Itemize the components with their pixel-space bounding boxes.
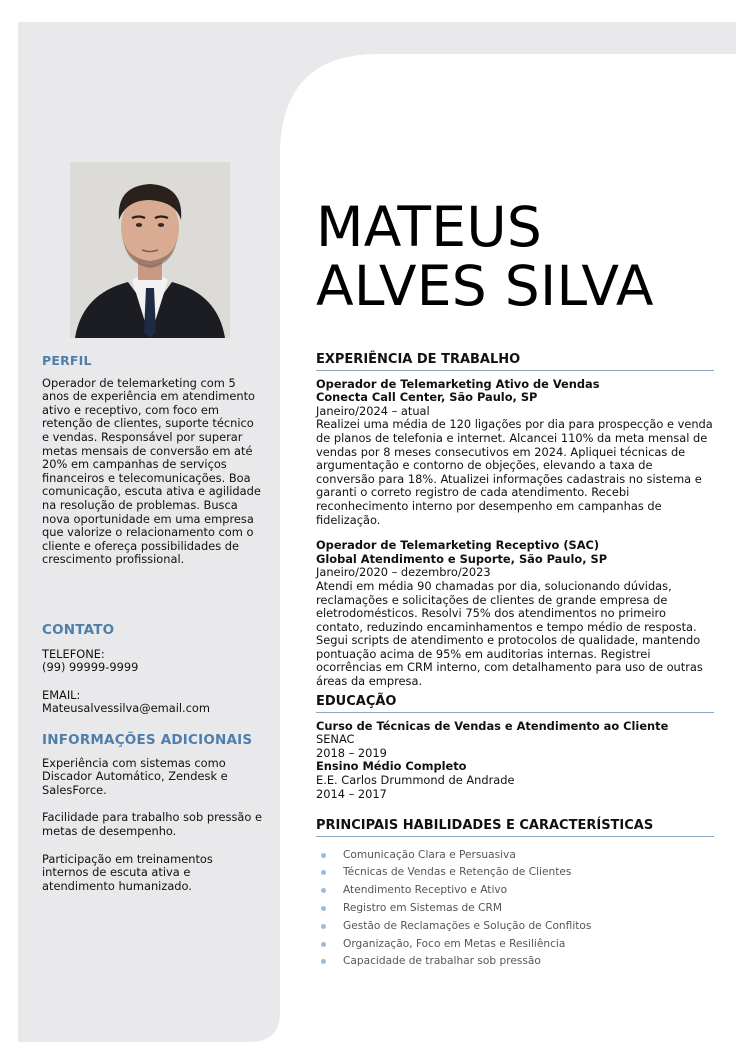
additional-info-item: Participação em treinamentos internos de escuta ativa e atendimento humanizado. bbox=[42, 851, 213, 893]
bullet-icon bbox=[321, 924, 326, 929]
education-course: Curso de Técnicas de Vendas e Atendimento ao Cliente bbox=[316, 718, 669, 733]
candidate-name bbox=[316, 195, 654, 318]
bullet-icon bbox=[321, 959, 326, 964]
education-section bbox=[316, 695, 714, 801]
skill-item bbox=[316, 900, 714, 918]
profile-section bbox=[42, 354, 262, 567]
skills-section bbox=[316, 819, 714, 971]
job-title: Operador de Telemarketing Receptivo (SAC) bbox=[316, 538, 600, 553]
phone-value: (99) 99999-9999 bbox=[42, 660, 139, 675]
bullet-icon bbox=[321, 853, 326, 858]
job-company: Global Atendimento e Suporte, São Paulo, SP bbox=[316, 551, 608, 566]
job-description: Realizei uma média de 120 ligações por dia para prospecção e venda de planos de telefonia e internet. Alcancei 110% da meta mensal de vendas por 8 meses consecutivos em 2024. Apliquei técnicas de argumentação e contorno de objeções, elevando a taxa de conversão para 18%. Atualizei informações cadastrais no sistema e garanti o correto registro de cada atendimento. Recebi reconhecimento interno por desempenho em campanhas de fidelização. bbox=[316, 417, 713, 527]
skill-item bbox=[316, 864, 714, 882]
job-entry bbox=[316, 378, 714, 528]
additional-info-item: Facilidade para trabalho sob pressão e metas de desempenho. bbox=[42, 810, 262, 838]
first-name: MATEUS bbox=[316, 195, 543, 259]
skill-label: Organização, Foco em Metas e Resiliência bbox=[343, 937, 566, 950]
job-entry bbox=[316, 539, 714, 689]
profile-text: Operador de telemarketing com 5 anos de experiência em atendimento ativo e receptivo, com foco em retenção de clientes, suporte técnico e vendas. Responsável por superar metas mensais de conversão em até 20% em campanhas de serviços financeiros e telecomunicações. Boa comunicação, escuta ativa e agilidade na resolução de problemas. Busca nova oportunidade em uma empresa que valorize o relacionamento com o cliente e ofereça possibilidades de crescimento profissional. bbox=[42, 375, 261, 567]
contact-section bbox=[42, 624, 262, 716]
skill-label: Atendimento Receptivo e Ativo bbox=[343, 884, 508, 897]
skills-list bbox=[316, 847, 714, 972]
bullet-icon bbox=[321, 906, 326, 911]
job-description: Atendi em média 90 chamadas por dia, solucionando dúvidas, reclamações e solicitações de clientes de grande empresa de eletrodomésticos. Resolvi 75% dos atendimentos no primeiro contato, reduzindo encaminhamentos e tempo médio de resposta. Segui scripts de atendimento e protocolos de qualidade, mantendo pontuação acima de 95% em auditorias internas. Registrei ocorrências em CRM interno, com detalhamento para uso de outras áreas da empresa. bbox=[316, 578, 703, 689]
email-value: Mateusalvessilva@email.com bbox=[42, 701, 211, 716]
skill-item bbox=[316, 953, 714, 971]
experience-heading: EXPERIÊNCIA DE TRABALHO bbox=[316, 353, 714, 371]
education-heading: EDUCAÇÃO bbox=[316, 695, 714, 713]
skill-label: Registro em Sistemas de CRM bbox=[343, 901, 502, 914]
bullet-icon bbox=[321, 888, 326, 893]
skill-label: Comunicação Clara e Persuasiva bbox=[343, 848, 516, 861]
last-name: ALVES SILVA bbox=[316, 254, 654, 318]
education-period: 2014 – 2017 bbox=[316, 786, 387, 801]
contact-heading: CONTATO bbox=[42, 622, 115, 638]
phone-label: TELEFONE: bbox=[42, 646, 105, 661]
skill-item bbox=[316, 882, 714, 900]
skill-item bbox=[316, 918, 714, 936]
experience-section bbox=[316, 353, 714, 701]
skill-label: Capacidade de trabalhar sob pressão bbox=[343, 955, 541, 968]
email-label: EMAIL: bbox=[42, 687, 81, 702]
additional-info-heading: INFORMAÇÕES ADICIONAIS bbox=[42, 732, 253, 748]
education-school: SENAC bbox=[316, 732, 355, 747]
skill-label: Gestão de Reclamações e Solução de Conflitos bbox=[343, 919, 592, 932]
skill-label: Técnicas de Vendas e Retenção de Clientes bbox=[343, 866, 572, 879]
profile-heading: PERFIL bbox=[42, 353, 92, 368]
profile-photo bbox=[70, 162, 230, 338]
bullet-icon bbox=[321, 942, 326, 947]
job-company: Conecta Call Center, São Paulo, SP bbox=[316, 390, 538, 405]
education-course: Ensino Médio Completo bbox=[316, 759, 467, 774]
education-school: E.E. Carlos Drummond de Andrade bbox=[316, 772, 515, 787]
education-period: 2018 – 2019 bbox=[316, 745, 387, 760]
job-period: Janeiro/2020 – dezembro/2023 bbox=[316, 565, 491, 580]
additional-info-item: Experiência com sistemas como Discador Automático, Zendesk e SalesForce. bbox=[42, 755, 228, 797]
skill-item bbox=[316, 847, 714, 865]
additional-info-section bbox=[42, 734, 262, 893]
job-period: Janeiro/2024 – atual bbox=[316, 403, 430, 418]
bullet-icon bbox=[321, 870, 326, 875]
job-title: Operador de Telemarketing Ativo de Vendas bbox=[316, 376, 600, 391]
skill-item bbox=[316, 936, 714, 954]
education-entry bbox=[316, 760, 714, 801]
skills-heading: PRINCIPAIS HABILIDADES E CARACTERÍSTICAS bbox=[316, 819, 714, 837]
education-entry bbox=[316, 720, 714, 761]
